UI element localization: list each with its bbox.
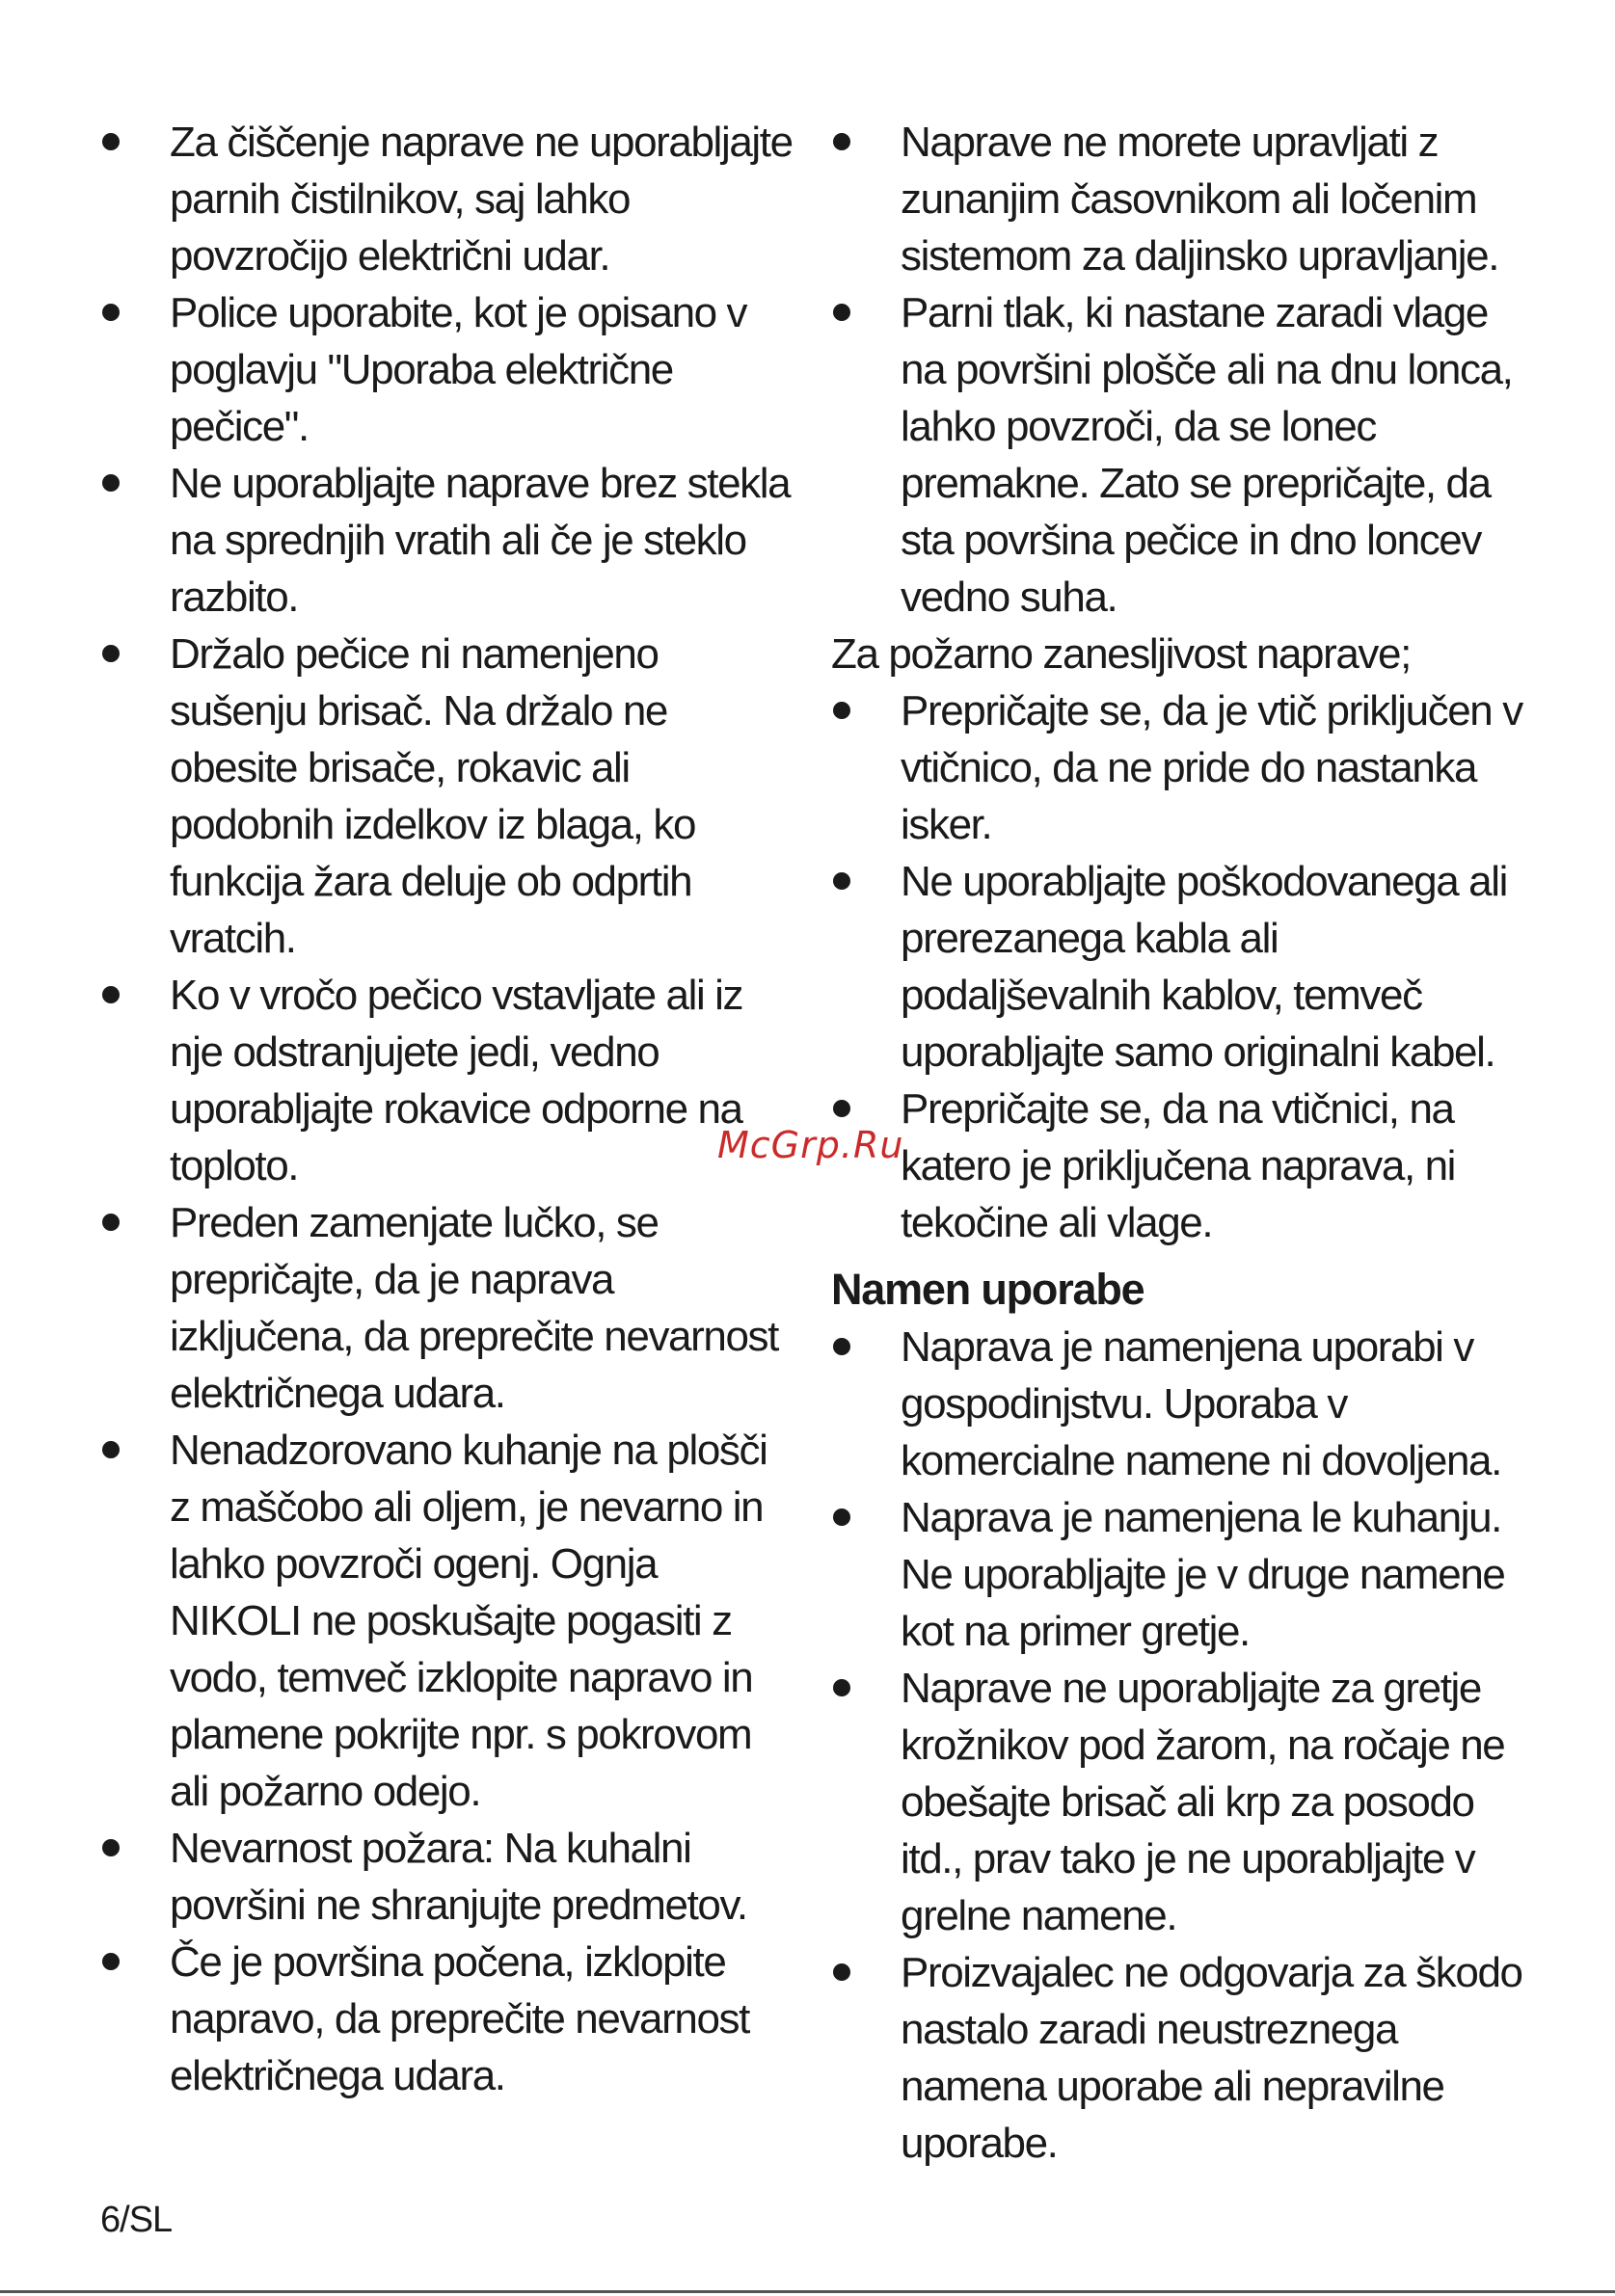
list-item [100,1934,794,2104]
usage-list [831,1319,1525,2172]
list-item-text: Proizvajalec ne odgovarja za škodo nastalo zaradi neustreznega namena uporabe ali nepravilne uporabe. [901,1949,1522,2167]
list-item-text: Police uporabite, kot je opisano v poglavju "Uporaba električne pečice". [170,289,747,450]
list-item-text: Naprava je namenjena le kuhanju. Ne uporabljajte je v druge namene kot na primer gretje. [901,1494,1505,1655]
bullet-icon [833,133,850,150]
bullet-icon [102,474,120,492]
bullet-icon [833,872,850,890]
list-item [831,682,1525,853]
bullet-icon [833,1679,850,1696]
list-item [100,1820,794,1934]
bullet-icon [833,1338,850,1355]
bullet-icon [102,133,120,150]
list-item [100,455,794,626]
bullet-icon [833,304,850,321]
bullet-icon [833,702,850,719]
list-item-text: Držalo pečice ni namenjeno sušenju brisač. Na držalo ne obesite brisače, rokavic ali podobnih izdelkov iz blaga, ko funkcija žara deluje ob odprtih vratcih. [170,630,696,962]
list-item [831,853,1525,1081]
list-item-text: Nenadzorovano kuhanje na plošči z maščobo ali oljem, je nevarno in lahko povzroči ogenj. Ognja NIKOLI ne poskušajte pogasiti z vodo, temveč izklopite napravo in plamene pokrijte npr. s pokrovom ali požarno odejo. [170,1427,767,1815]
bullet-icon [102,304,120,321]
list-item [831,1081,1525,1251]
list-item-text: Naprave ne morete upravljati z zunanjim časovnikom ali ločenim sistemom za daljinsko upravljanje. [901,119,1499,280]
list-item [100,114,794,284]
bullet-icon [102,645,120,662]
list-item [831,114,1525,284]
watermark: McGrp.Ru [717,1124,904,1166]
list-item-text: Za čiščenje naprave ne uporabljajte parnih čistilnikov, saj lahko povzročijo električni udar. [170,119,793,280]
list-item-text: Ne uporabljajte poškodovanega ali prerezanega kabla ali podaljševalnih kablov, temveč uporabljajte samo originalni kabel. [901,858,1507,1076]
list-item-text: Ko v vročo pečico vstavljate ali iz nje odstranjujete jedi, vedno uporabljajte rokavice odporne na toploto. [170,972,743,1189]
list-item [831,1660,1525,1944]
fire-safety-list [831,682,1525,1251]
bullet-icon [102,1839,120,1856]
list-item-text: Preden zamenjate lučko, se prepričajte, da je naprava izključena, da preprečite nevarnost električnega udara. [170,1199,778,1417]
list-item-text: Naprava je namenjena uporabi v gospodinjstvu. Uporaba v komercialne namene ni dovoljena. [901,1323,1501,1484]
bullet-icon [833,1963,850,1981]
list-item [100,1422,794,1820]
list-item-text: Ne uporabljajte naprave brez stekla na sprednjih vratih ali če je steklo razbito. [170,460,791,621]
bullet-icon [833,1508,850,1526]
list-item-text: Prepričajte se, da na vtičnici, na katero je priključena naprava, ni tekočine ali vlage. [901,1085,1456,1246]
bullet-icon [102,1953,120,1970]
list-item [831,284,1525,626]
bullet-icon [102,1441,120,1458]
page-number: 6/SL [100,2200,173,2240]
list-item [831,1944,1525,2172]
list-item [100,1194,794,1422]
list-item-text: Nevarnost požara: Na kuhalni površini ne shranjujte predmetov. [170,1825,747,1929]
section-heading: Namen uporabe [831,1265,1144,1314]
bottom-divider [0,2290,1615,2293]
bullet-icon [102,986,120,1003]
list-item [831,1319,1525,1489]
left-column [100,114,794,2104]
list-item [100,626,794,967]
bullet-icon [833,1100,850,1117]
list-item [100,284,794,455]
list-item [100,967,794,1194]
control-list [831,114,1525,626]
list-item-text: Naprave ne uporabljajte za gretje krožnikov pod žarom, na ročaje ne obešajte brisač ali krp za posodo itd., prav tako je ne uporabljajte v grelne namene. [901,1665,1505,1939]
fire-safety-intro: Za požarno zanesljivost naprave; [831,630,1411,678]
list-item [831,1489,1525,1660]
bullet-icon [102,1214,120,1231]
list-item-text: Če je površina počena, izklopite napravo, da preprečite nevarnost električnega udara. [170,1938,749,2099]
list-item-text: Parni tlak, ki nastane zaradi vlage na površini plošče ali na dnu lonca, lahko povzroči, da se lonec premakne. Zato se prepričajte, da sta površina pečice in dno loncev vedno suha. [901,289,1513,621]
list-item-text: Prepričajte se, da je vtič priključen v vtičnico, da ne pride do nastanka isker. [901,687,1522,848]
right-column [831,114,1525,2172]
safety-list [100,114,794,2104]
